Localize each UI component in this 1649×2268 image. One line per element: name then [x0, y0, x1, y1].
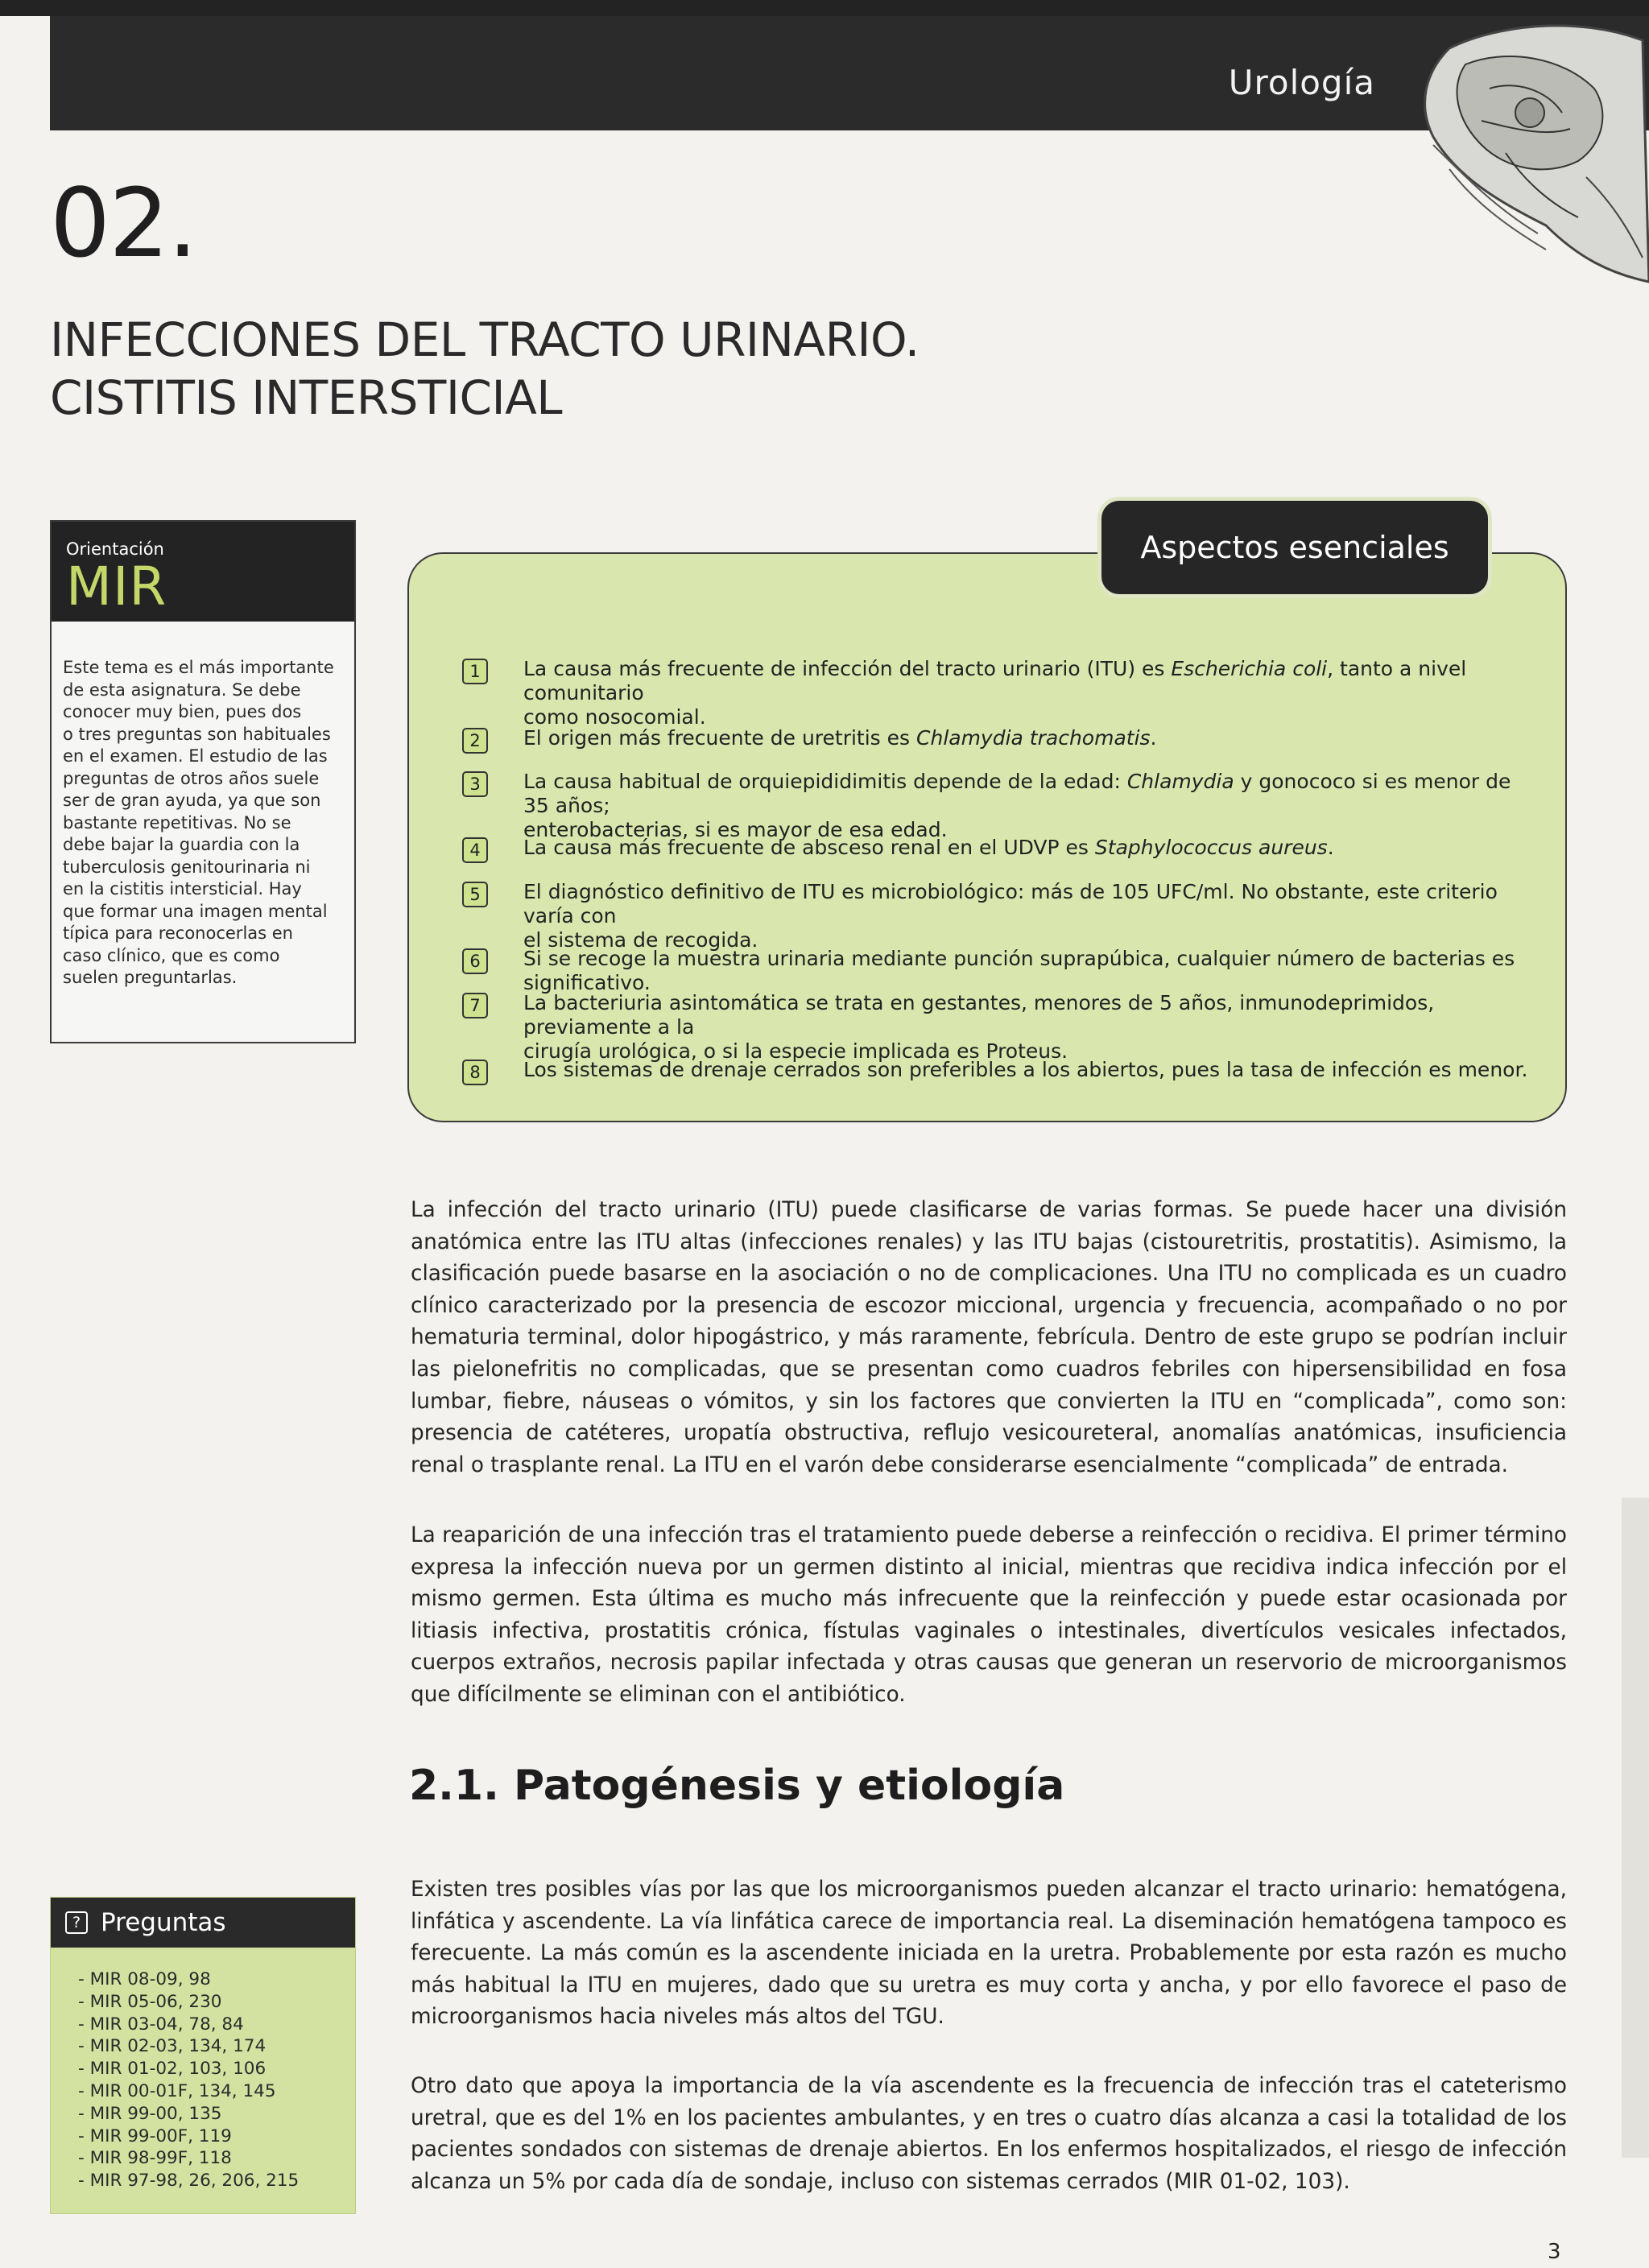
orientation-line: bastante repetitivas. No se [63, 812, 291, 832]
key-point-item [462, 726, 1541, 750]
key-point-number: 8 [462, 1060, 488, 1085]
list-item: - MIR 99-00F, 119 [78, 2125, 232, 2146]
key-point-number: 1 [462, 659, 488, 684]
question-icon: ? [65, 1911, 88, 1934]
key-point-number: 7 [462, 993, 488, 1018]
section-title-header: Urología [1228, 63, 1375, 102]
key-point-text: La causa más frecuente de infección del tracto urinario (ITU) es Escherichia coli, tanto a nivel comunitario como nosocomial. [523, 657, 1467, 729]
key-point-number: 6 [462, 948, 488, 974]
chapter-title [50, 311, 1016, 427]
orientation-text [52, 622, 354, 989]
page-number: 3 [1548, 2240, 1561, 2264]
body-paragraph: La infección del tracto urinario (ITU) puede clasificarse de varias formas. Se puede hacer una división anatómica entre las ITU altas (infecciones renales) y las ITU bajas (cistouretritis, prostatitis). Asimismo, la clasificación puede basarse en la asociación o no de complicaciones. Una ITU no complicada es un cuadro clínico caracterizado por la presencia de escozor miccional, urgencia y frecuencia, acompañado o no por hematuria terminal, dolor hipogástrico, y más raramente, febrícula. Dentro de este grupo se podrían incluir las pielonefritis no complicadas, que se presentan como cuadros febriles con hipersensibilidad en fosa lumbar, fiebre, náuseas o vómitos, y sin los factores que convierten la ITU en “complicada”, como son: presencia de catéteres, uropatía obstructiva, reflujo vesicoureteral, anomalías anatómicas, insuficiencia renal o trasplante renal. La ITU en el varón debe considerarse esencialmente “complicada” de entrada. [411, 1198, 1567, 1477]
key-point-number: 2 [462, 728, 488, 754]
key-point-text: La bacteriuria asintomática se trata en gestantes, menores de 5 años, inmunodeprimidos, previamente a la cirugía urológica, o si la especie implicada es Proteus. [523, 991, 1435, 1063]
orientation-line: tuberculosis genitourinaria ni [63, 857, 311, 877]
key-point-item [462, 991, 1541, 1064]
questions-header [51, 1898, 355, 1948]
orientation-header [52, 522, 354, 622]
questions-box [50, 1897, 356, 2214]
list-item: - MIR 08-09, 98 [78, 1969, 211, 1989]
orientation-line: Este tema es el más importante [63, 658, 334, 677]
list-item: - MIR 03-04, 78, 84 [78, 2014, 244, 2035]
orientation-line: conocer muy bien, pues dos [63, 702, 302, 721]
orientation-label: Orientación [66, 539, 164, 559]
key-point-item [462, 947, 1541, 995]
orientation-line: suelen preguntarlas. [63, 968, 238, 987]
chapter-title-line1: INFECCIONES DEL TRACTO URINARIO. [50, 312, 920, 367]
anatomy-illustration [1401, 16, 1649, 290]
key-point-text: Los sistemas de drenaje cerrados son preferibles a los abiertos, pues la tasa de infección es menor. [523, 1058, 1528, 1081]
orientation-line: preguntas de otros años suele [63, 768, 320, 788]
key-point-item [462, 770, 1541, 842]
list-item: - MIR 97-98, 26, 206, 215 [78, 2171, 300, 2192]
key-point-number: 3 [462, 771, 488, 797]
chapter-number: 02. [50, 167, 196, 279]
list-item: - MIR 00-01F, 134, 145 [78, 2080, 276, 2101]
key-point-text: La causa habitual de orquiepididimitis depende de la edad: Chlamydia y gonococo si es menor de 35 años; enterobacterias, si es mayor de esa edad. [523, 770, 1511, 841]
orientation-line: o tres preguntas son habituales [63, 724, 331, 744]
key-point-item [462, 880, 1541, 952]
key-point-item [462, 1058, 1541, 1082]
top-strip [0, 0, 1649, 16]
orientation-line: debe bajar la guardia con la [63, 835, 300, 854]
orientation-line: ser de gran ayuda, ya que son [63, 791, 321, 810]
orientation-line: de esta asignatura. Se debe [63, 680, 301, 700]
list-item: - MIR 02-03, 134, 174 [78, 2036, 267, 2057]
questions-list [51, 1948, 355, 2192]
key-point-number: 4 [462, 837, 488, 863]
list-item: - MIR 99-00, 135 [78, 2103, 222, 2124]
key-points-box [407, 552, 1567, 1122]
body-paragraph: Otro dato que apoya la importancia de la vía ascendente es la frecuencia de infección tras el cateterismo uretral, que es del 1% en los pacientes ambulantes, y en tres o cuatro días alcanza a casi la totalidad de los pacientes sondados con sistemas de drenaje abiertos. En los enfermos hospitalizados, el riesgo de infección alcanza un 5% por cada día de sondaje, incluso con sistemas cerrados (MIR 01-02, 103). [411, 2074, 1567, 2194]
side-tab [1622, 1498, 1649, 2158]
orientation-line: en el examen. El estudio de las [63, 746, 328, 766]
orientation-line: que formar una imagen mental [63, 901, 328, 921]
key-points-title: Aspectos esenciales [1101, 501, 1488, 594]
body-paragraph: Existen tres posibles vías por las que los microorganismos pueden alcanzar el tracto urinario: hematógena, linfática y ascendente. La vía linfática carece de importancia real. La diseminación hematógena tampoco es ferecuente. La más común es la ascendente iniciada en la uretra. Probablemente por esta razón es mucho más habitual la ITU en mujeres, dado que su uretra es muy corta y ancha, y por ello favorece el paso de microorganismos hacia niveles más altos del TGU. [411, 1878, 1567, 2030]
chapter-title-line2: CISTITIS INTERSTICIAL [50, 370, 563, 425]
orientation-exam: MIR [66, 556, 167, 618]
key-point-item [462, 836, 1541, 860]
section-heading: 2.1. Patogénesis y etiología [409, 1762, 1065, 1810]
list-item: - MIR 98-99F, 118 [78, 2148, 232, 2169]
orientation-line: en la cistitis intersticial. Hay [63, 879, 302, 899]
orientation-box [50, 520, 356, 1043]
questions-title: Preguntas [101, 1908, 226, 1937]
list-item: - MIR 05-06, 230 [78, 1991, 222, 2012]
orientation-line: caso clínico, que es como [63, 945, 280, 965]
key-point-number: 5 [462, 882, 488, 907]
orientation-line: típica para reconocerlas en [63, 923, 293, 943]
key-point-text: El diagnóstico definitivo de ITU es microbiológico: más de 105 UFC/ml. No obstante, este criterio varía con el sistema de recogida. [523, 880, 1498, 952]
key-point-text: El origen más frecuente de uretritis es Chlamydia trachomatis. [523, 726, 1157, 750]
key-point-item [462, 657, 1541, 729]
key-point-text: La causa más frecuente de absceso renal en el UDVP es Staphylococcus aureus. [523, 836, 1334, 859]
list-item: - MIR 01-02, 103, 106 [78, 2059, 267, 2080]
body-paragraph: La reaparición de una infección tras el tratamiento puede deberse a reinfección o recidiva. El primer término expresa la infección nueva por un germen distinto al inicial, mientras que recidiva indica infección por el mismo germen. Esta última es mucho más infrecuente que la reinfección y puede estar ocasionada por litiasis infectiva, prostatitis crónica, fístulas vaginales o intestinales, divertículos vesicales infectados, cuerpos extraños, necrosis papilar infectada y otras causas que generan un reservorio de microorganismos que difícilmente se eliminan con el antibiótico. [411, 1523, 1567, 1707]
key-point-text: Si se recoge la muestra urinaria mediante punción suprapúbica, cualquier número de bacterias es significativo. [523, 947, 1515, 994]
